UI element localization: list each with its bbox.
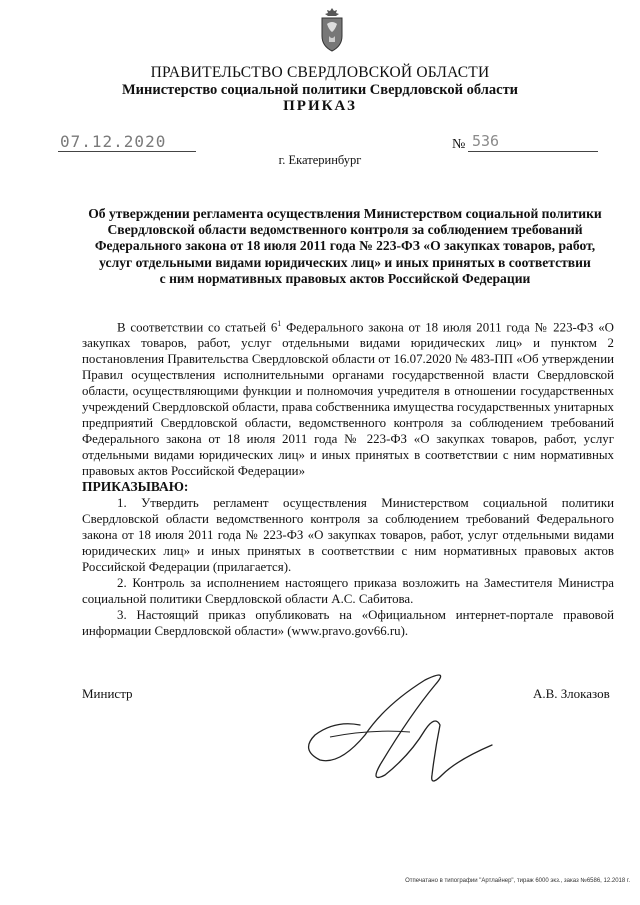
document-number: 536 [472,132,500,150]
order-item: 2. Контроль за исполнением настоящего приказа возложить на Заместителя Министра социальной политики Свердловской области А.С. Сабитова. [82,576,614,607]
preamble-start: В соответствии со статьей 6 [117,320,278,335]
date-underline [58,151,196,152]
title-line: Об утверждении регламента осуществления Министерством социальной политики [88,206,602,221]
order-word: ПРИКАЗЫВАЮ: [82,479,189,495]
order-body [82,316,614,639]
handwritten-signature [300,665,500,795]
article-superscript: 1 [277,319,282,328]
document-date: 07.12.2020 [60,132,167,151]
ministry-title: Министерство социальной политики Свердловской области [121,82,519,98]
title-line: с ним нормативных правовых актов Российской Федерации [159,270,531,286]
signatory-position: Министр [82,686,133,701]
document-type: ПРИКАЗ [283,98,357,114]
number-label: № [452,137,466,152]
number-underline [468,151,598,152]
title-line: Федерального закона от 18 июля 2011 года № 223-ФЗ «О закупках товаров, работ, [94,238,596,254]
order-title [80,206,610,287]
city: г. Екатеринбург [278,153,362,167]
printer-note: Отпечатано в типографии "Артлайнер", тираж 6000 экз., заказ №6586, 12.2018 г. [405,878,630,884]
order-item: 3. Настоящий приказ опубликовать на «Официальном интернет-портале правовой информации Свердловской области» (www.pravo.gov66.ru). [82,608,614,639]
coat-of-arms-icon [318,6,346,54]
title-line: услуг отдельными видами юридических лиц» и иных принятых в соответствии [99,254,591,270]
preamble-rest: Федерального закона от 18 июля 2011 года № 223-ФЗ «О закупках товаров, работ, услуг отдельными видами юридических лиц» и пунктом 2 постановления Правительства Свердловской области от 16.07.2020 № 483-ПП «Об утверждении Правил осуществления исполнительными органами государственной власти Свердловской области, осуществляющими функции и полномочия учредителя в отношении государственных учреждений Свердловской области, права собственника имущества государственных унитарных предприятий Свердловской области, ведомственного контроля за соблюдением требований Федерального закона от 18 июля 2011 года № 223-ФЗ «О закупках товаров, работ, услуг отдельными видами юридических лиц» и иных принятых в соответствии с ним нормативных правовых актов Российской Федерации» [82,320,614,479]
title-line: Свердловской области ведомственного контроля за соблюдением требований [107,222,583,238]
preamble-paragraph [82,316,614,479]
signatory-name: А.В. Злоказов [533,686,610,701]
government-title: ПРАВИТЕЛЬСТВО СВЕРДЛОВСКОЙ ОБЛАСТИ [150,64,490,81]
order-item: 1. Утвердить регламент осуществления Министерством социальной политики Свердловской области ведомственного контроля за соблюдением требований Федерального закона от 18 июля 2011 года № 223-ФЗ «О закупках товаров, работ, услуг отдельными видами юридических лиц» и иных принятых в соответствии с ним нормативных правовых актов Российской Федерации (прилагается). [82,496,614,575]
